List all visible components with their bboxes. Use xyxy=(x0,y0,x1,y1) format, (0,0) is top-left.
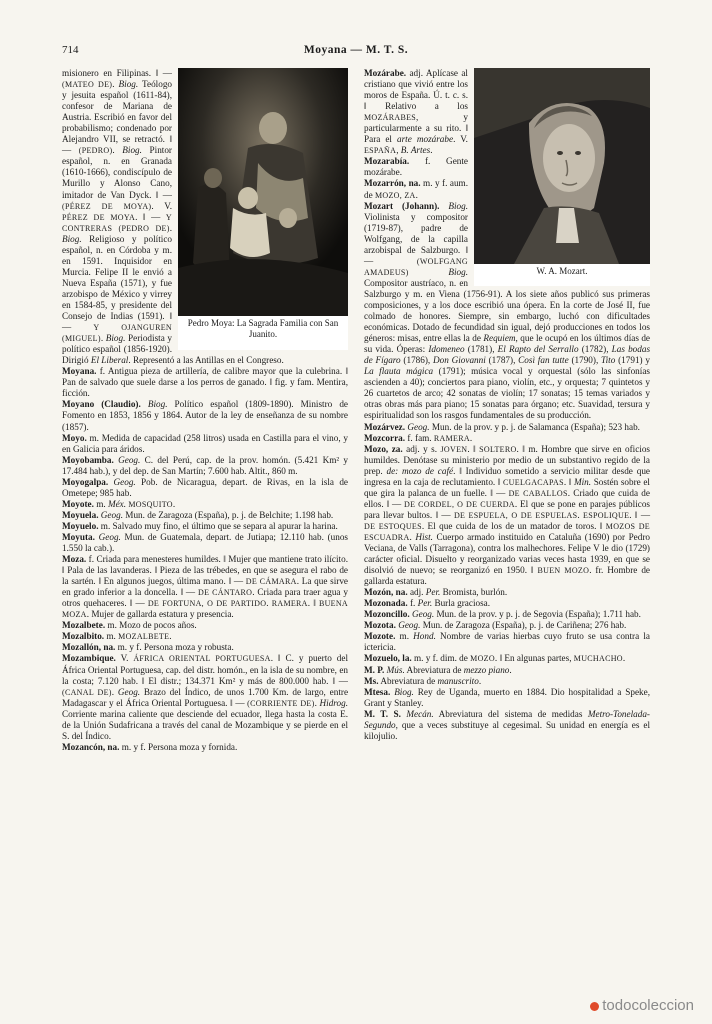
watermark-logo-icon xyxy=(590,1002,599,1011)
page-number: 714 xyxy=(62,44,79,56)
watermark xyxy=(590,997,694,1014)
running-head: Moyana — M. T. S. xyxy=(303,44,409,56)
painting-image xyxy=(178,68,348,316)
portrait-image xyxy=(474,68,650,264)
figure-portrait xyxy=(474,68,650,286)
figure-painting xyxy=(178,68,348,350)
figure-caption-left: Pedro Moya: La Sagrada Familia con San Juanito. xyxy=(187,318,339,339)
watermark-text: todocoleccion xyxy=(602,997,694,1014)
left-column xyxy=(62,68,348,753)
right-text: Mozárabe. adj. Aplícase al cristiano que vivió entre los moros de España. Ú. t. c. s. ‖ Relativo a los MOZÁRABES, y particularmente a su rito. ‖ Para el arte mozárabe. V. ESPAÑA, B. Artes. Mozarabía. f. Gente mozárabe. Mozarrón, na. m. y f. aum. de MOZO, ZA. Mozart (Johann). Biog. Violinista y compositor (1719-87), padre de Wolfgang, de la capilla arzobispal de Salzburgo. ‖ — (WOLFGANG AMADEUS) Biog. Compositor austríaco, n. en Salzburgo y m. en Viena (1756-91). A los siete años publicó sus primeras composiciones, y a los doce escribió una ópera. En la corte de José II, fue colmado de honores. Siempre, sin embargo, luchó con dificultades económicas. Dotado de fecundidad sin igual, dejó producciones en todos los géneros: misas, entre ellas la de Requiem, que le ocupó en los últimos días de su vida. Óperas: Idomeneo (1781), El Rapto del Serrallo (1782), Las bodas de Fígaro (1786), Don Giovanni (1787), Così fan tutte (1790), Tito (1791) y La flauta mágica (1791); música vocal y orquestal (sólo las sinfonías ascienden a 40); conciertos para piano, violín, etc., y orquesta; 7 quintetos y 26 cuartetos de arco; 42 sonatas de violín; 17 sonatas; 15 temas variados y otras obras más para piano; 15 sonatas para órgano; etc. Suavidad, tersura y espiritualidad son los rasgos fundamentales de su producción. Mozárvez. Geog. Mun. de la prov. y p. j. de Salamanca (España); 523 hab. Mozcorra. f. fam. RAMERA. Mozo, za. adj. y s. JOVEN. ‖ SOLTERO. ‖ m. Hombre que sirve en oficios humildes. Denótase su ministerio por medio de un substantivo regido de la prep. de: mozo de café. ‖ Individuo sometido a servicio militar desde que ingresa en la caja de reclutamiento. ‖ CUELGACAPAS. ‖ Min. Sostén sobre el que gira la palanca de un fuelle. ‖ — DE CABALLOS. Criado que cuida de ellos. ‖ — DE CORDEL, O DE CUERDA. El que se pone en parajes públicos para llevar bultos. ‖ — DE ESPUELA, O DE ESPUELAS. ESPOLIQUE. ‖ — DE ESTOQUES. El que cuida de los de un matador de toros. ‖ MOZOS DE ESCUADRA. Hist. Cuerpo armado instituido en Cataluña (1690) por Pedro Veciana, de Valls (Tarragona), contra los malhechores. Felipe V le dio (1729) carácter oficial. Disuelto y reorganizado varias veces hasta 1939, en que se disolvió de nuevo; se reorganizó en 1950. ‖ BUEN MOZO. fr. Hombre de gallarda estatura. Mozón, na. adj. Per. Bromista, burlón. Mozonada. f. Per. Burla graciosa. Mozoncillo. Geog. Mun. de la prov. y p. j. de Segovia (España); 1.711 hab. Mozota. Geog. Mun. de Zaragoza (España), p. j. de Cariñena; 276 hab. Mozote. m. Hond. Nombre de varias hierbas cuyo fruto se usa contra la ictericia. Mozuelo, la. m. y f. dim. de MOZO. ‖ En algunas partes, MUCHACHO. M. P. Mús. Abreviatura de mezzo piano. Ms. Abreviatura de manuscrito. Mtesa. Biog. Rey de Uganda, muerto en 1884. Dio hospitalidad a Speke, Grant y Stanley. M. T. S. Mecán. Abreviatura del sistema de medidas Metro-Tonelada-Segundo, que a veces substituye al cegesimal. Su unidad en energía es el kilojulio. xyxy=(364,68,651,741)
right-column xyxy=(364,68,650,742)
figure-caption-right: W. A. Mozart. xyxy=(536,266,588,276)
left-text: misionero en Filipinas. ‖ — (MATEO DE). Biog. Teólogo y jesuita español (1611-84), confesor de Mariana de Austria. Escribió en favor del probabilismo; condenado por Alejandro VII, se retractó. ‖ — (PEDRO). Biog. Pintor español, n. en Granada (1610-1666), condiscípulo de Murillo y Alonso Cano, imitador de Van Dyck. ‖ — (PÉREZ DE MOYA). V. PÉREZ DE MOYA. ‖ — Y CONTRERAS (PEDRO DE). Biog. Religioso y político español, n. en Córdoba y m. en 1591. Inquisidor en Murcia. Felipe II le envió a Nueva España (1571), y fue arzobispo de México y virrey en 1584-85, y presidente del Consejo de Indias (1591). ‖ — Y OJANGUREN (MIGUEL). Biog. Periodista y político español (1856-1920). Dirigió El Liberal. Representó a las Antillas en el Congreso. Moyana. f. Antigua pieza de artillería, de calibre mayor que la culebrina. ‖ Pan de salvado que suele darse a los perros de ganado. ‖ fig. y fam. Mentira, ficción. Moyano (Claudio). Biog. Político español (1809-1890). Ministro de Fomento en 1853, 1856 y 1864. Autor de la ley de enseñanza de su nombre (1857). Moyo. m. Medida de capacidad (258 litros) usada en Castilla para el vino, y en Galicia para áridos. Moyobamba. Geog. C. del Perú, cap. de la prov. homón. (5.421 Km² y 17.484 hab.), y del dep. de San Martín; 7.600 hab. Altit., 860 m. Moyogalpa. Geog. Pob. de Nicaragua, depart. de Rivas, en la isla de Ometepe; 985 hab. Moyote. m. Méx. MOSQUITO. Moyuela. Geog. Mun. de Zaragoza (España), p. j. de Belchite; 1.198 hab. Moyuelo. m. Salvado muy fino, el último que se separa al apurar la harina. Moyuta. Geog. Mun. de Guatemala, depart. de Jutiapa; 12.110 hab. (unos 1.550 la cab.). Moza. f. Criada para menesteres humildes. ‖ Mujer que mantiene trato ilícito. ‖ Pala de las lavanderas. ‖ Pieza de las trébedes, en que se asegura el rabo de la sartén. ‖ En algunos juegos, última mano. ‖ — DE CÁMARA. La que sirve en grado inferior a la doncella. ‖ — DE CÁNTARO. Criada para traer agua y otros quehaceres. ‖ — DE FORTUNA, O DE PARTIDO. RAMERA. ‖ BUENA MOZA. Mujer de gallarda estatura y presencia. Mozalbete. m. Mozo de pocos años. Mozalbito. m. MOZALBETE. Mozallón, na. m. y f. Persona moza y robusta. Mozambique. V. ÁFRICA ORIENTAL PORTUGUESA. ‖ C. y puerto del África Oriental Portuguesa, cap. del distr. homón., en la isla de su nombre, en la costa; 7.120 hab. ‖ El distr.; 134.371 Km² y más de 800.000 hab. ‖ — (CANAL DE). Geog. Brazo del Índico, de unos 1.700 Km. de largo, entre Madagascar y el África Oriental Portuguesa. ‖ — (CORRIENTE DE). Hidrog. Corriente marina caliente que desciende del ecuador, llega hasta la costa E. de la Unión Sudafricana a través del canal de Mozambique y se pierde en el S. del Índico. Mozancón, na. m. y f. Persona moza y fornida. xyxy=(62,68,349,752)
page-header xyxy=(62,44,650,60)
